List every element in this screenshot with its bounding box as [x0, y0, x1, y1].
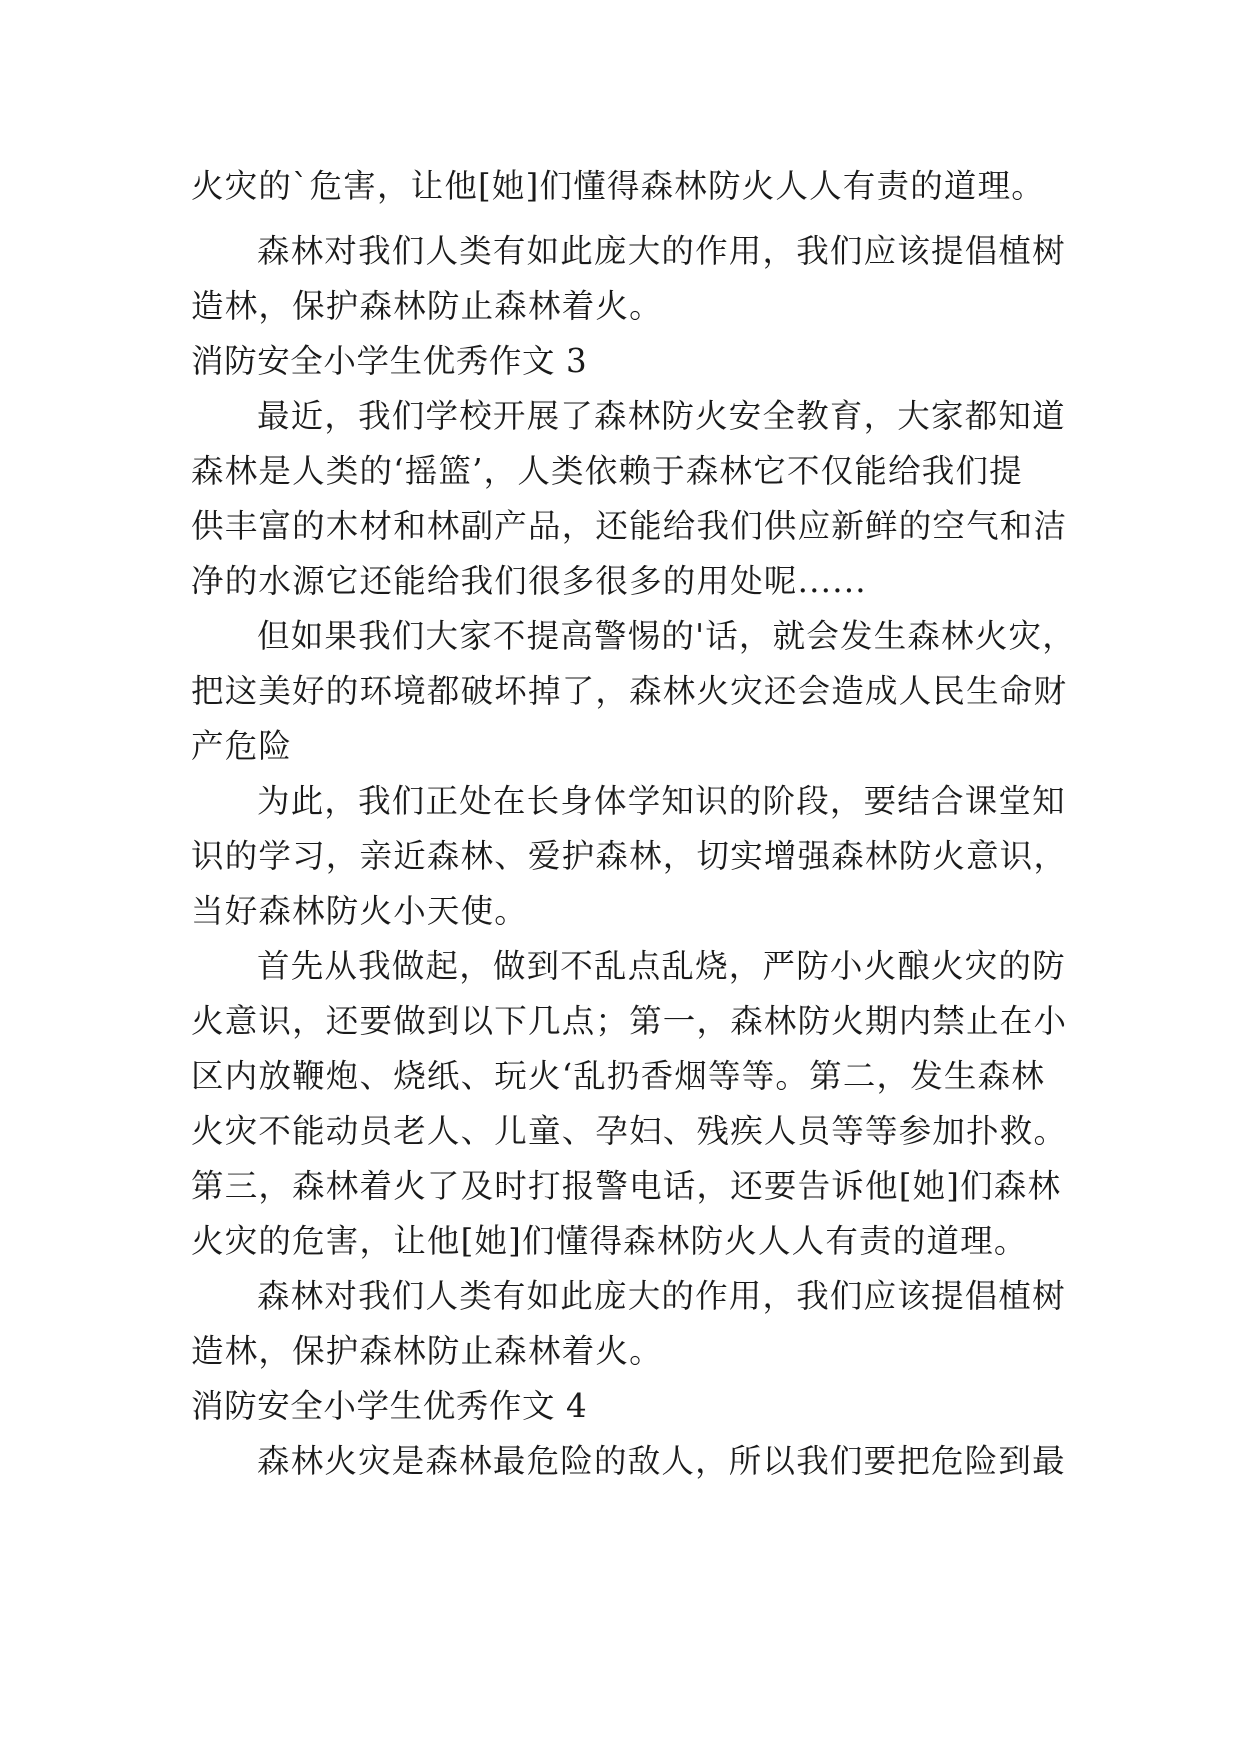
section-heading-3: 消防安全小学生优秀作文 3 — [191, 342, 588, 380]
section-heading-4: 消防安全小学生优秀作文 4 — [191, 1387, 588, 1425]
paragraph-start-line: 首先从我做起，做到不乱点乱烧，严防小火酿火灾的防 — [257, 947, 1066, 985]
paragraph-start-line: 森林火灾是森林最危险的敌人，所以我们要把危险到最 — [257, 1442, 1066, 1480]
text-line: 净的水源它还能给我们很多很多的用处呢...... — [191, 562, 867, 600]
text-line: 第三，森林着火了及时打报警电话，还要告诉他[她]们森林 — [191, 1167, 1062, 1205]
paragraph-start-line: 森林对我们人类有如此庞大的作用，我们应该提倡植树 — [257, 232, 1066, 270]
text-line: 火灾的`危害，让他[她]们懂得森林防火人人有责的道理。 — [191, 167, 1046, 205]
paragraph-start-line: 为此，我们正处在长身体学知识的阶段，要结合课堂知 — [257, 782, 1066, 820]
text-line: 当好森林防火小天使。 — [191, 892, 529, 930]
text-line: 森林是人类的‘摇篮’，人类依赖于森林它不仅能给我们提 — [191, 452, 1023, 490]
paragraph-start-line: 森林对我们人类有如此庞大的作用，我们应该提倡植树 — [257, 1277, 1066, 1315]
paragraph-start-line: 最近，我们学校开展了森林防火安全教育，大家都知道 — [257, 397, 1066, 435]
text-line: 造林，保护森林防止森林着火。 — [191, 1332, 663, 1370]
text-line: 产危险 — [191, 727, 293, 765]
text-line: 识的学习，亲近森林、爱护森林，切实增强森林防火意识， — [191, 837, 1068, 875]
text-line: 造林，保护森林防止森林着火。 — [191, 287, 663, 325]
paragraph-start-line: 但如果我们大家不提高警惕的'话，就会发生森林火灾， — [257, 617, 1076, 655]
text-line: 供丰富的木材和林副产品，还能给我们供应新鲜的空气和洁 — [191, 507, 1068, 545]
text-line: 火意识，还要做到以下几点；第一，森林防火期内禁止在小 — [191, 1002, 1068, 1040]
text-line: 把这美好的环境都破坏掉了，森林火灾还会造成人民生命财 — [191, 672, 1068, 710]
text-line: 区内放鞭炮、烧纸、玩火‘乱扔香烟等等。第二，发生森林 — [191, 1057, 1046, 1095]
text-line: 火灾的危害，让他[她]们懂得森林防火人人有责的道理。 — [191, 1222, 1028, 1260]
text-line: 火灾不能动员老人、儿童、孕妇、残疾人员等等参加扑救。 — [191, 1112, 1068, 1150]
